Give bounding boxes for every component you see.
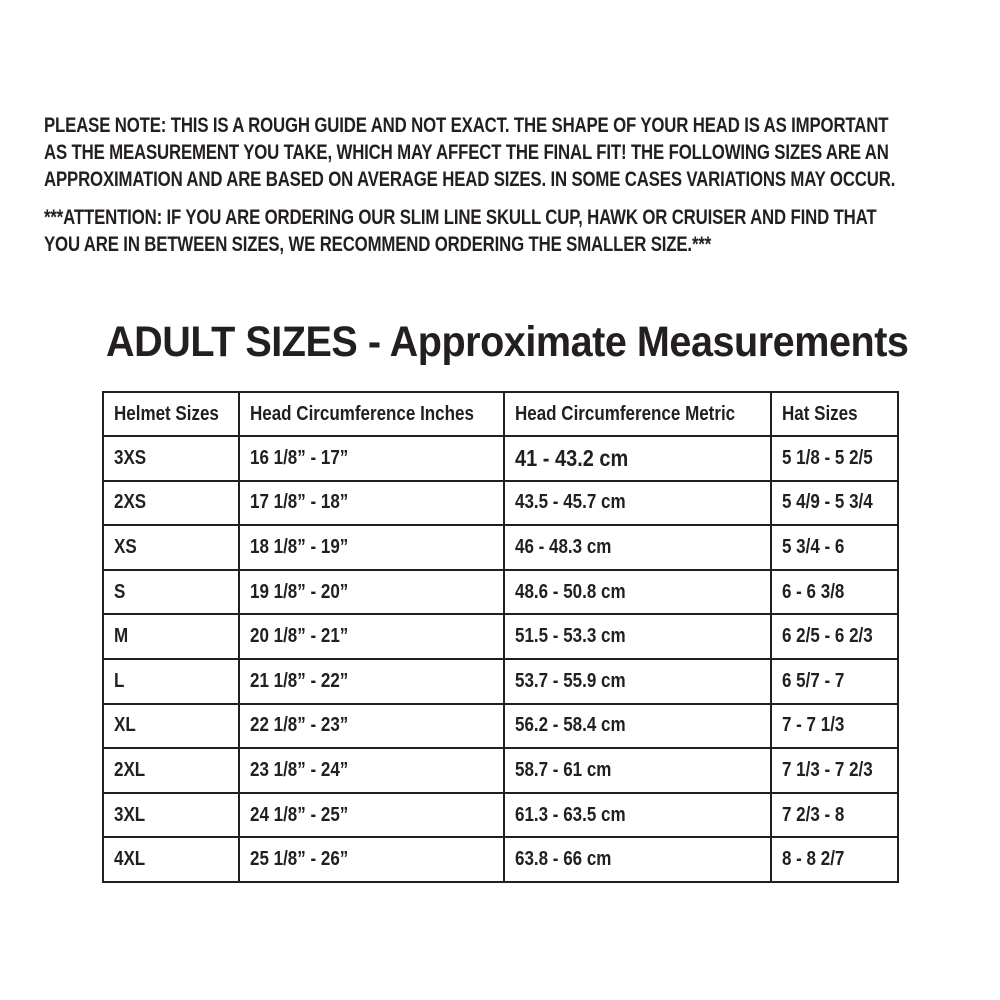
note-line: PLEASE NOTE: THIS IS A ROUGH GUIDE AND NOT EXACT. THE SHAPE OF YOUR HEAD IS AS IMPORTANT xyxy=(44,114,889,137)
table-row xyxy=(103,704,898,749)
cell-helmet-size: 2XS xyxy=(103,481,239,526)
cell-metric: 63.8 - 66 cm xyxy=(504,837,771,882)
cell-inches: 25 1/8” - 26” xyxy=(239,837,504,882)
header-helmet-sizes: Helmet Sizes xyxy=(103,392,239,436)
cell-inches: 23 1/8” - 24” xyxy=(239,748,504,793)
cell-helmet-size: L xyxy=(103,659,239,704)
cell-inches: 19 1/8” - 20” xyxy=(239,570,504,615)
cell-helmet-size: 3XL xyxy=(103,793,239,838)
attention-paragraph xyxy=(44,204,1000,258)
cell-helmet-size: XS xyxy=(103,525,239,570)
cell-hat-size: 6 - 6 3/8 xyxy=(771,570,898,615)
table-row xyxy=(103,614,898,659)
cell-metric: 48.6 - 50.8 cm xyxy=(504,570,771,615)
header-head-circumference-metric: Head Circumference Metric xyxy=(504,392,771,436)
note-line: AS THE MEASUREMENT YOU TAKE, WHICH MAY AFFECT THE FINAL FIT! THE FOLLOWING SIZES ARE AN xyxy=(44,141,889,164)
cell-helmet-size: 3XS xyxy=(103,436,239,481)
cell-hat-size: 5 4/9 - 5 3/4 xyxy=(771,481,898,526)
please-note-paragraph xyxy=(44,112,1000,193)
table-row xyxy=(103,793,898,838)
cell-helmet-size: S xyxy=(103,570,239,615)
cell-hat-size: 7 - 7 1/3 xyxy=(771,704,898,749)
cell-hat-size: 6 2/5 - 6 2/3 xyxy=(771,614,898,659)
cell-metric: 58.7 - 61 cm xyxy=(504,748,771,793)
table-row xyxy=(103,570,898,615)
attention-line: ***ATTENTION: IF YOU ARE ORDERING OUR SLIM LINE SKULL CUP, HAWK OR CRUISER AND FIND THAT xyxy=(44,206,877,229)
attention-line: YOU ARE IN BETWEEN SIZES, WE RECOMMEND ORDERING THE SMALLER SIZE.*** xyxy=(44,233,712,256)
cell-hat-size: 8 - 8 2/7 xyxy=(771,837,898,882)
cell-hat-size: 7 1/3 - 7 2/3 xyxy=(771,748,898,793)
cell-metric: 51.5 - 53.3 cm xyxy=(504,614,771,659)
cell-metric: 53.7 - 55.9 cm xyxy=(504,659,771,704)
cell-hat-size: 5 1/8 - 5 2/5 xyxy=(771,436,898,481)
cell-inches: 17 1/8” - 18” xyxy=(239,481,504,526)
page-title: ADULT SIZES - Approximate Measurements xyxy=(106,318,909,366)
table-row xyxy=(103,525,898,570)
table-row xyxy=(103,659,898,704)
adult-sizes-table xyxy=(102,391,899,883)
cell-helmet-size: M xyxy=(103,614,239,659)
note-line: APPROXIMATION AND ARE BASED ON AVERAGE HEAD SIZES. IN SOME CASES VARIATIONS MAY OCCUR. xyxy=(44,168,896,191)
table-row xyxy=(103,436,898,481)
table-row xyxy=(103,748,898,793)
cell-hat-size: 6 5/7 - 7 xyxy=(771,659,898,704)
cell-inches: 21 1/8” - 22” xyxy=(239,659,504,704)
header-head-circumference-inches: Head Circumference Inches xyxy=(239,392,504,436)
cell-helmet-size: 4XL xyxy=(103,837,239,882)
table-row xyxy=(103,481,898,526)
cell-metric: 46 - 48.3 cm xyxy=(504,525,771,570)
cell-inches: 22 1/8” - 23” xyxy=(239,704,504,749)
cell-metric: 43.5 - 45.7 cm xyxy=(504,481,771,526)
cell-metric: 41 - 43.2 cm xyxy=(504,436,771,481)
table-header-row xyxy=(103,392,898,436)
header-hat-sizes: Hat Sizes xyxy=(771,392,898,436)
table-row xyxy=(103,837,898,882)
cell-inches: 18 1/8” - 19” xyxy=(239,525,504,570)
cell-metric: 61.3 - 63.5 cm xyxy=(504,793,771,838)
cell-hat-size: 7 2/3 - 8 xyxy=(771,793,898,838)
cell-inches: 16 1/8” - 17” xyxy=(239,436,504,481)
cell-helmet-size: XL xyxy=(103,704,239,749)
cell-inches: 24 1/8” - 25” xyxy=(239,793,504,838)
cell-metric: 56.2 - 58.4 cm xyxy=(504,704,771,749)
cell-hat-size: 5 3/4 - 6 xyxy=(771,525,898,570)
cell-inches: 20 1/8” - 21” xyxy=(239,614,504,659)
cell-helmet-size: 2XL xyxy=(103,748,239,793)
